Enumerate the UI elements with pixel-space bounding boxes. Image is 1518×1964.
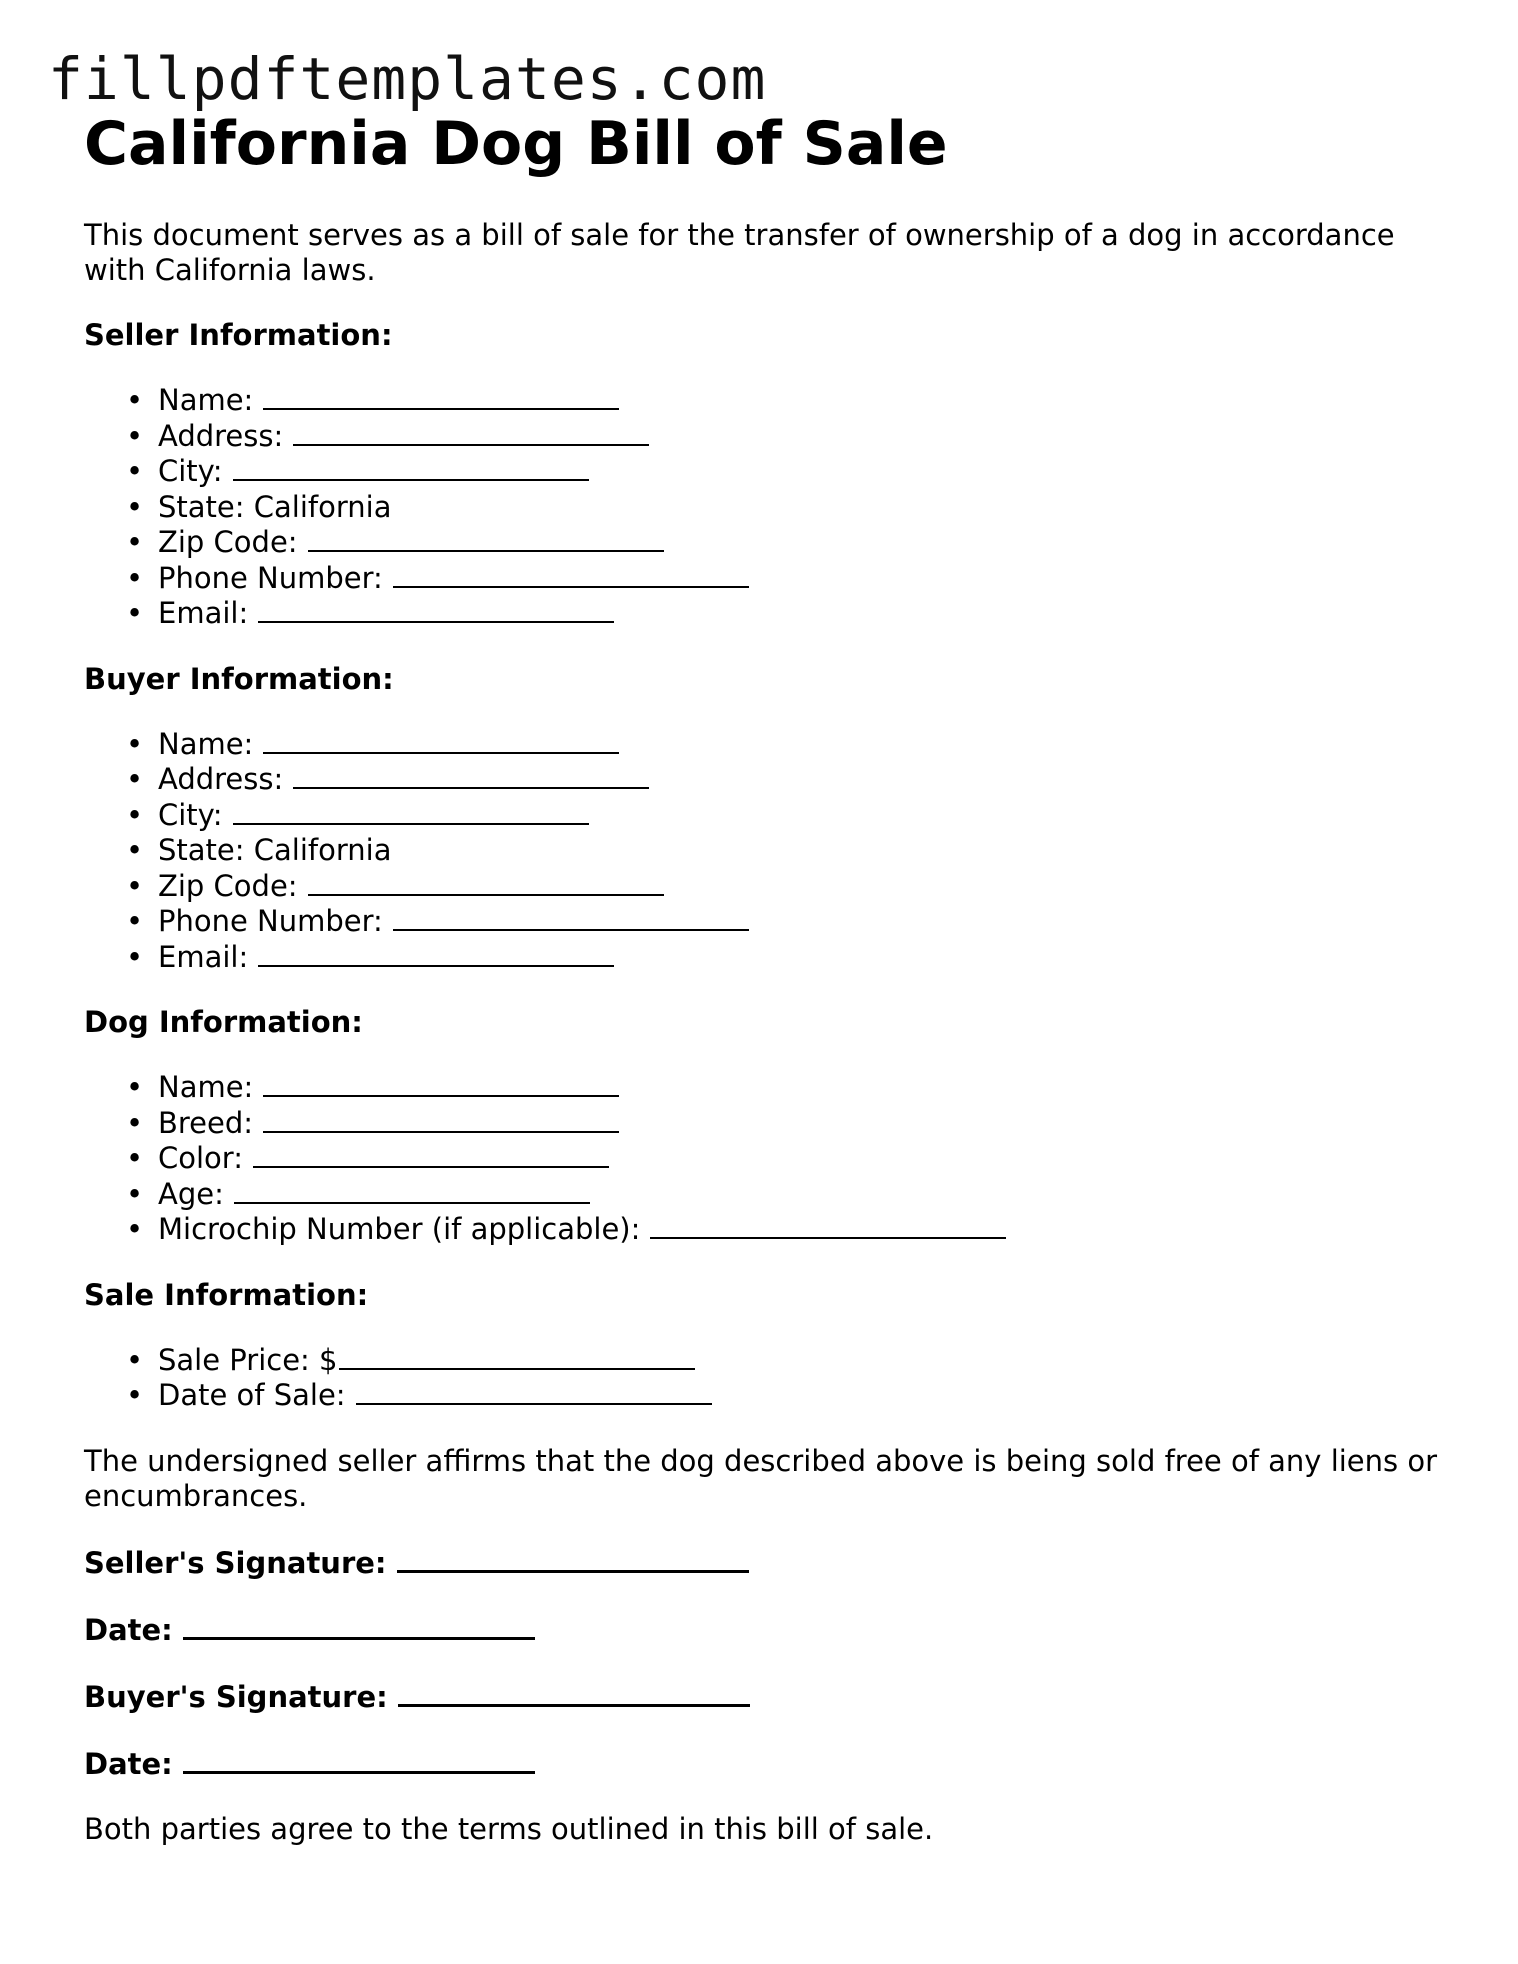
field-label: State: California	[158, 489, 392, 524]
buyer-state-row	[158, 833, 1464, 869]
buyer-city-blank[interactable]	[233, 799, 589, 825]
seller-signature-row	[84, 1544, 1464, 1581]
seller-address-row	[158, 419, 1464, 455]
sale-date-blank[interactable]	[356, 1379, 712, 1405]
sale-date-row	[158, 1378, 1464, 1414]
seller-signature-blank[interactable]	[397, 1544, 749, 1573]
field-label: Name:	[158, 1070, 254, 1104]
buyer-email-blank[interactable]	[258, 941, 614, 967]
dog-color-row	[158, 1141, 1464, 1177]
dog-age-row	[158, 1177, 1464, 1213]
field-label: Age:	[158, 1176, 224, 1211]
dog-name-blank[interactable]	[263, 1071, 619, 1097]
buyer-city-row	[158, 798, 1464, 834]
seller-email-row	[158, 596, 1464, 632]
seller-city-blank[interactable]	[233, 455, 589, 481]
field-label: State: California	[158, 833, 392, 867]
dog-breed-blank[interactable]	[263, 1107, 619, 1133]
seller-city-row	[158, 454, 1464, 490]
dog-color-blank[interactable]	[253, 1142, 609, 1168]
field-label: Zip Code:	[158, 525, 298, 559]
signature-label: Buyer's Signature:	[84, 1679, 388, 1714]
field-label: Breed:	[158, 1105, 254, 1140]
field-label: Zip Code:	[158, 868, 298, 903]
seller-name-blank[interactable]	[263, 384, 619, 410]
field-label: Color:	[158, 1141, 243, 1175]
field-label: Address:	[158, 418, 284, 453]
sale-price-blank[interactable]	[339, 1344, 695, 1370]
intro-paragraph: This document serves as a bill of sale for the transfer of ownership of a dog in accordance with California laws.	[84, 218, 1395, 287]
field-label: Sale Price: $	[158, 1342, 338, 1377]
buyer-address-row	[158, 762, 1464, 798]
buyer-section-heading: Buyer Information:	[84, 661, 394, 696]
field-label: Email:	[158, 596, 249, 630]
buyer-signature-blank[interactable]	[398, 1678, 750, 1707]
seller-date-blank[interactable]	[183, 1611, 535, 1640]
dog-name-row	[158, 1070, 1464, 1106]
seller-field-list	[84, 383, 1464, 632]
dog-microchip-blank[interactable]	[650, 1213, 1006, 1239]
field-label: City:	[158, 797, 223, 832]
dog-breed-row	[158, 1106, 1464, 1142]
dog-microchip-row	[158, 1212, 1464, 1248]
signature-label: Date:	[84, 1612, 173, 1647]
sale-price-row	[158, 1343, 1464, 1379]
seller-phone-row	[158, 561, 1464, 597]
buyer-name-blank[interactable]	[263, 728, 619, 754]
buyer-phone-blank[interactable]	[393, 905, 749, 931]
field-label: City:	[158, 454, 223, 488]
seller-date-row	[84, 1611, 1464, 1648]
buyer-email-row	[158, 940, 1464, 976]
liens-statement: The undersigned seller affirms that the dog described above is being sold free of any liens or encumbrances.	[84, 1443, 1438, 1513]
buyer-zip-row	[158, 869, 1464, 905]
seller-zip-row	[158, 525, 1464, 561]
seller-email-blank[interactable]	[258, 597, 614, 623]
buyer-address-blank[interactable]	[293, 763, 649, 789]
field-label: Address:	[158, 762, 284, 796]
seller-state-row	[158, 490, 1464, 526]
buyer-zip-blank[interactable]	[308, 870, 664, 896]
buyer-date-blank[interactable]	[183, 1745, 535, 1774]
closing-paragraph: Both parties agree to the terms outlined in this bill of sale.	[84, 1811, 934, 1846]
field-label: Name:	[158, 726, 254, 761]
bill-of-sale-document	[84, 108, 1464, 1847]
signature-label: Date:	[84, 1746, 173, 1781]
field-label: Phone Number:	[158, 560, 383, 595]
field-label: Microchip Number (if applicable):	[158, 1212, 641, 1246]
field-label: Date of Sale:	[158, 1378, 346, 1412]
dog-age-blank[interactable]	[234, 1178, 590, 1204]
sale-field-list	[84, 1343, 1464, 1414]
buyer-field-list	[84, 727, 1464, 976]
seller-section-heading: Seller Information:	[84, 318, 393, 352]
field-label: Phone Number:	[158, 904, 383, 938]
seller-name-row	[158, 383, 1464, 419]
buyer-phone-row	[158, 904, 1464, 940]
field-label: Name:	[158, 383, 254, 417]
site-watermark: fillpdftemplates.com	[48, 45, 767, 113]
seller-address-blank[interactable]	[293, 420, 649, 446]
dog-section-heading: Dog Information:	[84, 1005, 363, 1039]
seller-phone-blank[interactable]	[393, 562, 749, 588]
field-label: Email:	[158, 939, 249, 974]
seller-zip-blank[interactable]	[308, 526, 664, 552]
dog-field-list	[84, 1070, 1464, 1248]
document-title: California Dog Bill of Sale	[84, 109, 948, 179]
buyer-signature-row	[84, 1678, 1464, 1715]
sale-section-heading: Sale Information:	[84, 1277, 369, 1312]
buyer-name-row	[158, 727, 1464, 763]
signature-label: Seller's Signature:	[84, 1545, 387, 1580]
buyer-date-row	[84, 1745, 1464, 1782]
